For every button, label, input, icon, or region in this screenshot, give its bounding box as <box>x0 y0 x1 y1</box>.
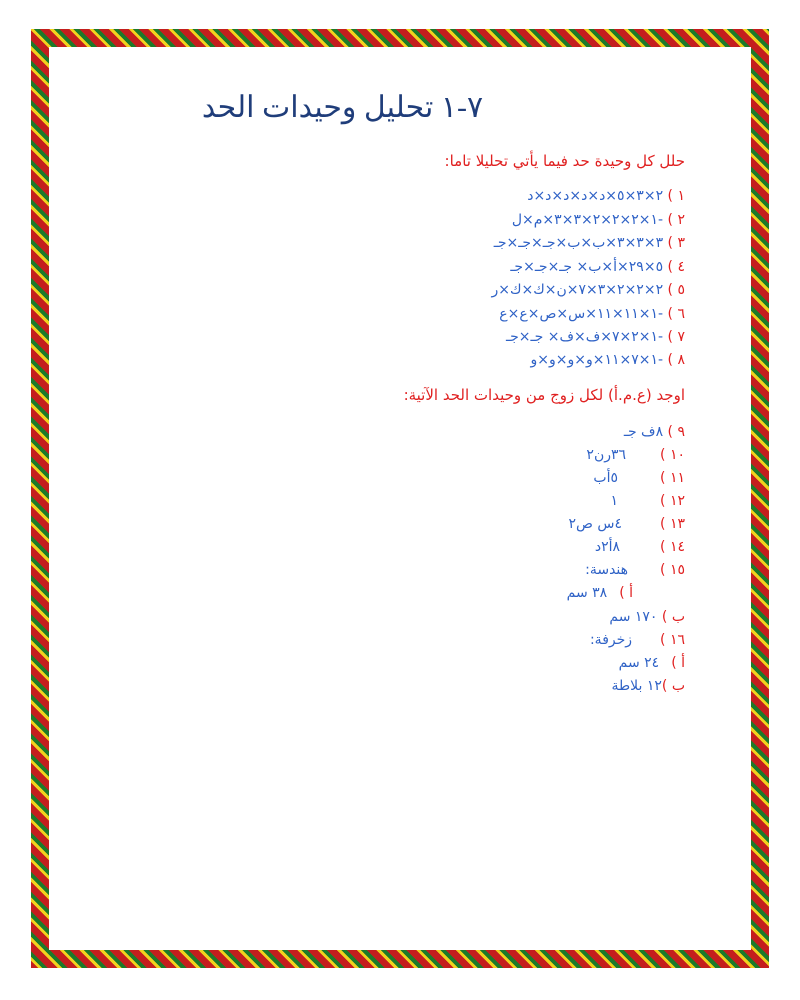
item-number: ٤ ) <box>667 259 685 275</box>
item-number: ب ) <box>661 678 685 694</box>
item-number: ب ) <box>661 609 685 625</box>
list-item <box>595 537 685 557</box>
list-item <box>499 304 685 324</box>
list-item <box>586 445 685 465</box>
item-text: زخرفة: <box>589 632 633 648</box>
list-item <box>530 350 685 370</box>
item-text: ٢×٣×٥×د×د×د×د×د <box>527 188 664 204</box>
item-number: أ ) <box>619 585 633 601</box>
list-item <box>567 583 633 603</box>
list-item <box>491 280 685 300</box>
item-text: ٨ف جـ <box>623 424 664 440</box>
item-number: ٨ ) <box>667 352 685 368</box>
list-item <box>624 422 685 442</box>
item-text: -١×٢×٢×٢×٣×٣×م×ل <box>511 212 664 228</box>
list-item <box>612 676 686 696</box>
item-number: أ ) <box>671 655 685 671</box>
item-number: ٥ ) <box>667 282 685 298</box>
item-text: ١٧٠ سم <box>609 609 658 625</box>
list-item <box>512 210 685 230</box>
list-item <box>569 514 686 534</box>
item-text: -١×٢×٧×ف×ف× جـ×جـ <box>506 329 664 345</box>
list-item <box>590 630 685 650</box>
item-text: ٣٦رن٢ <box>586 447 627 463</box>
item-number: ١٣ ) <box>660 516 685 532</box>
list-item <box>593 468 685 488</box>
section2-instruction: اوجد (ع.م.أ) لكل زوج من وحيدات الحد الآتية: <box>403 386 685 404</box>
item-number: ١٢ ) <box>660 493 685 509</box>
item-text: ١ <box>610 493 619 509</box>
section1-instruction: حلل كل وحيدة حد فيما يأتي تحليلا تاما: <box>444 152 685 170</box>
item-text: ٥أب <box>593 470 619 486</box>
item-text: هندسة: <box>585 562 629 578</box>
item-text: ٤س ص٢ <box>568 516 623 532</box>
item-text: ٥×٢٩×أ×ب× جـ×جـ×جـ <box>510 259 664 275</box>
item-text: -١×٧×١١×و×و×و×و <box>530 352 664 368</box>
worksheet-page <box>60 60 685 940</box>
list-item <box>494 233 685 253</box>
item-text: ٢×٢×٢×٣×٧×ن×ك×ك×ر <box>491 282 664 298</box>
item-number: ١٦ ) <box>660 632 685 648</box>
list-item <box>611 491 686 511</box>
item-text: ٣٨ سم <box>566 585 608 601</box>
list-item <box>506 327 685 347</box>
item-number: ٣ ) <box>667 235 685 251</box>
list-item <box>527 186 685 206</box>
list-item <box>510 257 685 277</box>
item-number: ١١ ) <box>660 470 685 486</box>
item-number: ٦ ) <box>667 306 685 322</box>
item-text: ٣×٣×٣×ب×ب×جـ×جـ×جـ <box>493 235 664 251</box>
item-text: ٨أ٢د <box>594 539 621 555</box>
item-number: ١٥ ) <box>660 562 685 578</box>
item-number: ٢ ) <box>667 212 685 228</box>
item-text: ٢٤ سم <box>618 655 660 671</box>
item-number: ١ ) <box>667 188 685 204</box>
item-text: ١٢ بلاطة <box>611 678 662 694</box>
page-title: ٧-١ تحليل وحيدات الحد <box>201 91 484 124</box>
list-item <box>619 653 685 673</box>
item-number: ٧ ) <box>667 329 685 345</box>
item-number: ٩ ) <box>667 424 685 440</box>
item-text: -١×١١×١١×س×ص×ع×ع <box>499 306 664 322</box>
list-item <box>609 607 685 627</box>
item-number: ١٠ ) <box>660 447 685 463</box>
item-number: ١٤ ) <box>660 539 685 555</box>
list-item <box>585 560 685 580</box>
